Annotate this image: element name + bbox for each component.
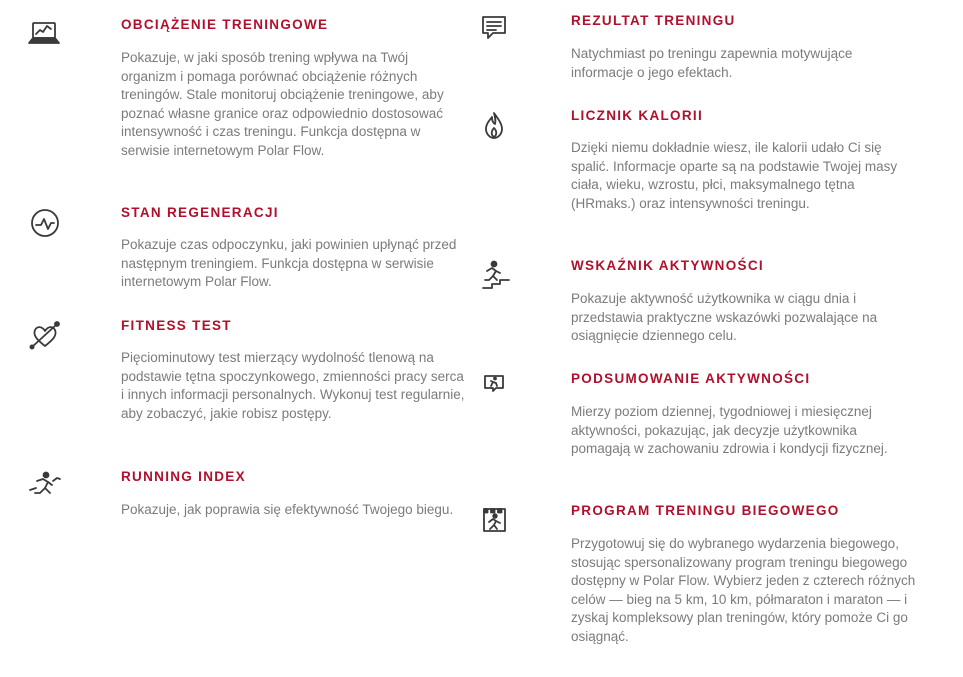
activity-summary-icon xyxy=(476,365,512,401)
feature-description: Natychmiast po treningu zapewnia motywujące informacje o jego efektach. xyxy=(571,46,853,80)
feature-title: OBCIĄŻENIE TRENINGOWE xyxy=(121,17,329,32)
feature-description: Pokazuje aktywność użytkownika w ciągu dnia i przedstawia praktyczne wskazówki pozwalające na osiągnięcie dziennego celu. xyxy=(571,291,878,344)
feature-description: Przygotowuj się do wybranego wydarzenia biegowego, stosując spersonalizowany program treningu biegowego dostępny w Polar Flow. Wybierz jeden z czterech różnych celów — bieg na 5 km, 10 km, półmaraton i maraton — i zyskaj kompleksowy plan treningów, który pomoże Ci go osiągnąć. xyxy=(571,536,916,644)
feature-description: Pokazuje, w jaki sposób trening wpływa na Twój organizm i pomaga porównać obciążenie różnych treningów. Stale monitoruj obciążenie treningowe, aby poznać własne granice oraz odpowiednio dostosować intensywność i czas treningu. Funkcja dostępna w serwisie internetowym Polar Flow. xyxy=(121,50,444,158)
feature-title: RUNNING INDEX xyxy=(121,469,246,484)
chat-bubble-icon xyxy=(476,10,512,46)
heart-arrow-icon xyxy=(27,318,63,354)
feature-title: REZULTAT TRENINGU xyxy=(571,13,736,28)
runner-icon xyxy=(26,466,62,502)
feature-description: Pięciominutowy test mierzący wydolność tlenową na podstawie tętna spoczynkowego, zmienności pracy serca i innych informacji personalnych. Wykonuj test regularnie, aby zobaczyć, jakie robisz postępy. xyxy=(121,350,465,421)
feature-title: STAN REGENERACJI xyxy=(121,205,279,220)
recovery-gauge-icon xyxy=(27,205,63,241)
feature-title: PROGRAM TRENINGU BIEGOWEGO xyxy=(571,503,840,518)
feature-description: Pokazuje czas odpoczynku, jaki powinien upłynąć przed następnym treningiem. Funkcja dostępna w serwisie internetowym Polar Flow. xyxy=(121,237,457,290)
feature-description: Dzięki niemu dokładnie wiesz, ile kalorii udało Ci się spalić. Informacje oparte są na podstawie Twojej masy ciała, wieku, wzrostu, płci, maksymalnego tętna (HRmaks.) oraz intensywności treningu. xyxy=(571,140,898,211)
feature-title: PODSUMOWANIE AKTYWNOŚCI xyxy=(571,371,811,386)
flame-icon xyxy=(476,108,512,144)
feature-description: Pokazuje, jak poprawia się efektywność Twojego biegu. xyxy=(121,502,454,517)
laptop-chart-icon xyxy=(26,17,62,53)
feature-title: FITNESS TEST xyxy=(121,318,232,333)
running-program-icon xyxy=(476,502,512,538)
stairs-runner-icon xyxy=(478,258,514,294)
feature-title: LICZNIK KALORII xyxy=(571,108,703,123)
feature-title: WSKAŹNIK AKTYWNOŚCI xyxy=(571,258,764,273)
feature-description: Mierzy poziom dziennej, tygodniowej i miesięcznej aktywności, pokazując, jak decyzje użytkownika pomagają w zachowaniu zdrowia i kondycji fizycznej. xyxy=(571,404,888,457)
